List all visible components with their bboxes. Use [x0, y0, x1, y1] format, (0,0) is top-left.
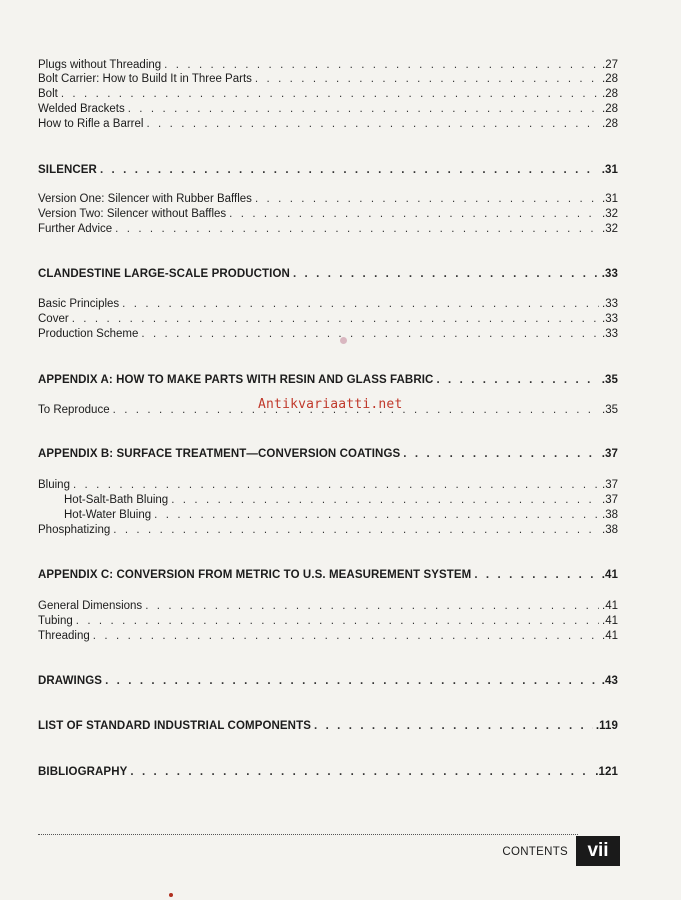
- entry-title: Threading: [38, 630, 90, 642]
- entry-page: .32: [602, 208, 618, 220]
- entry-page: .37: [601, 448, 618, 460]
- watermark-text: Antikvariaatti.net: [258, 397, 403, 412]
- toc-entry: [38, 116, 618, 132]
- toc-entry: [38, 598, 618, 614]
- footer-section-label: CONTENTS: [502, 846, 568, 858]
- entry-title: APPENDIX B: SURFACE TREATMENT—CONVERSION COATINGS: [38, 448, 401, 460]
- entry-title: Welded Brackets: [38, 103, 125, 115]
- entry-title: BIBLIOGRAPHY: [38, 766, 128, 778]
- entry-title: To Reproduce: [38, 404, 110, 416]
- entry-title: Hot-Water Bluing: [64, 509, 152, 521]
- entry-page: .119: [595, 720, 618, 732]
- toc-entry: [38, 221, 618, 237]
- entry-page: .27: [602, 59, 618, 71]
- entry-page: .35: [601, 374, 618, 386]
- footer-divider: [38, 834, 578, 835]
- toc-entry: [38, 296, 618, 312]
- entry-page: .28: [602, 73, 618, 85]
- entry-page: .35: [602, 404, 618, 416]
- ink-spot: [169, 893, 173, 897]
- entry-title: Phosphatizing: [38, 524, 111, 536]
- toc-section-heading: [38, 718, 618, 734]
- entry-title: Further Advice: [38, 223, 113, 235]
- entry-title: Bluing: [38, 479, 70, 491]
- entry-title: LIST OF STANDARD INDUSTRIAL COMPONENTS: [38, 720, 311, 732]
- toc-section-heading: [38, 673, 618, 689]
- entry-title: DRAWINGS: [38, 675, 103, 687]
- ink-spot: [340, 337, 347, 344]
- toc-entry: [38, 326, 618, 342]
- entry-page: .33: [602, 313, 618, 325]
- entry-title: APPENDIX A: HOW TO MAKE PARTS WITH RESIN AND GLASS FABRIC: [38, 374, 434, 386]
- entry-page: .37: [602, 479, 618, 491]
- toc-entry: [38, 101, 618, 117]
- toc-entry: [38, 522, 618, 538]
- entry-page: .43: [601, 675, 618, 687]
- entry-title: Cover: [38, 313, 69, 325]
- entry-title: Hot-Salt-Bath Bluing: [64, 494, 169, 506]
- toc-entry: [38, 71, 618, 87]
- entry-page: .32: [602, 223, 618, 235]
- entry-title: SILENCER: [38, 164, 97, 176]
- entry-title: Version Two: Silencer without Baffles: [38, 208, 227, 220]
- entry-title: How to Rifle a Barrel: [38, 118, 144, 130]
- entry-title: Tubing: [38, 615, 73, 627]
- toc-section-heading: [38, 266, 618, 282]
- entry-title: Version One: Silencer with Rubber Baffles: [38, 193, 252, 205]
- toc-entry: [38, 477, 618, 493]
- entry-page: .121: [595, 766, 618, 778]
- entry-page: .31: [601, 164, 618, 176]
- toc-subentry: [64, 492, 618, 508]
- entry-page: .33: [602, 328, 618, 340]
- entry-title: CLANDESTINE LARGE-SCALE PRODUCTION: [38, 268, 290, 280]
- entry-title: Plugs without Threading: [38, 59, 162, 71]
- entry-page: .31: [602, 193, 618, 205]
- page-number: vii: [576, 836, 620, 866]
- entry-title: Bolt: [38, 88, 58, 100]
- toc-section-heading: [38, 567, 618, 583]
- entry-title: APPENDIX C: CONVERSION FROM METRIC TO U.S. MEASUREMENT SYSTEM: [38, 569, 472, 581]
- entry-page: .33: [601, 268, 618, 280]
- toc-section-heading: [38, 764, 618, 780]
- toc-entry: [38, 311, 618, 327]
- entry-page: .28: [602, 118, 618, 130]
- entry-title: Bolt Carrier: How to Build It in Three Parts: [38, 73, 252, 85]
- toc-entry: [38, 86, 618, 102]
- entry-page: .41: [602, 630, 618, 642]
- entry-title: Basic Principles: [38, 298, 120, 310]
- entry-page: .38: [602, 509, 618, 521]
- entry-title: Production Scheme: [38, 328, 139, 340]
- entry-page: .37: [602, 494, 618, 506]
- entry-page: .41: [602, 600, 618, 612]
- toc-subentry: [64, 507, 618, 523]
- entry-page: .33: [602, 298, 618, 310]
- toc-section-heading: [38, 162, 618, 178]
- toc-section-heading: [38, 446, 618, 462]
- entry-page: .41: [601, 569, 618, 581]
- entry-title: General Dimensions: [38, 600, 143, 612]
- entry-page: .38: [602, 524, 618, 536]
- toc-section-heading: [38, 372, 618, 388]
- entry-page: .28: [602, 88, 618, 100]
- entry-page: .28: [602, 103, 618, 115]
- toc-entry: [38, 628, 618, 644]
- toc-entry: [38, 613, 618, 629]
- toc-entry: [38, 206, 618, 222]
- toc-entry: [38, 191, 618, 207]
- entry-page: .41: [602, 615, 618, 627]
